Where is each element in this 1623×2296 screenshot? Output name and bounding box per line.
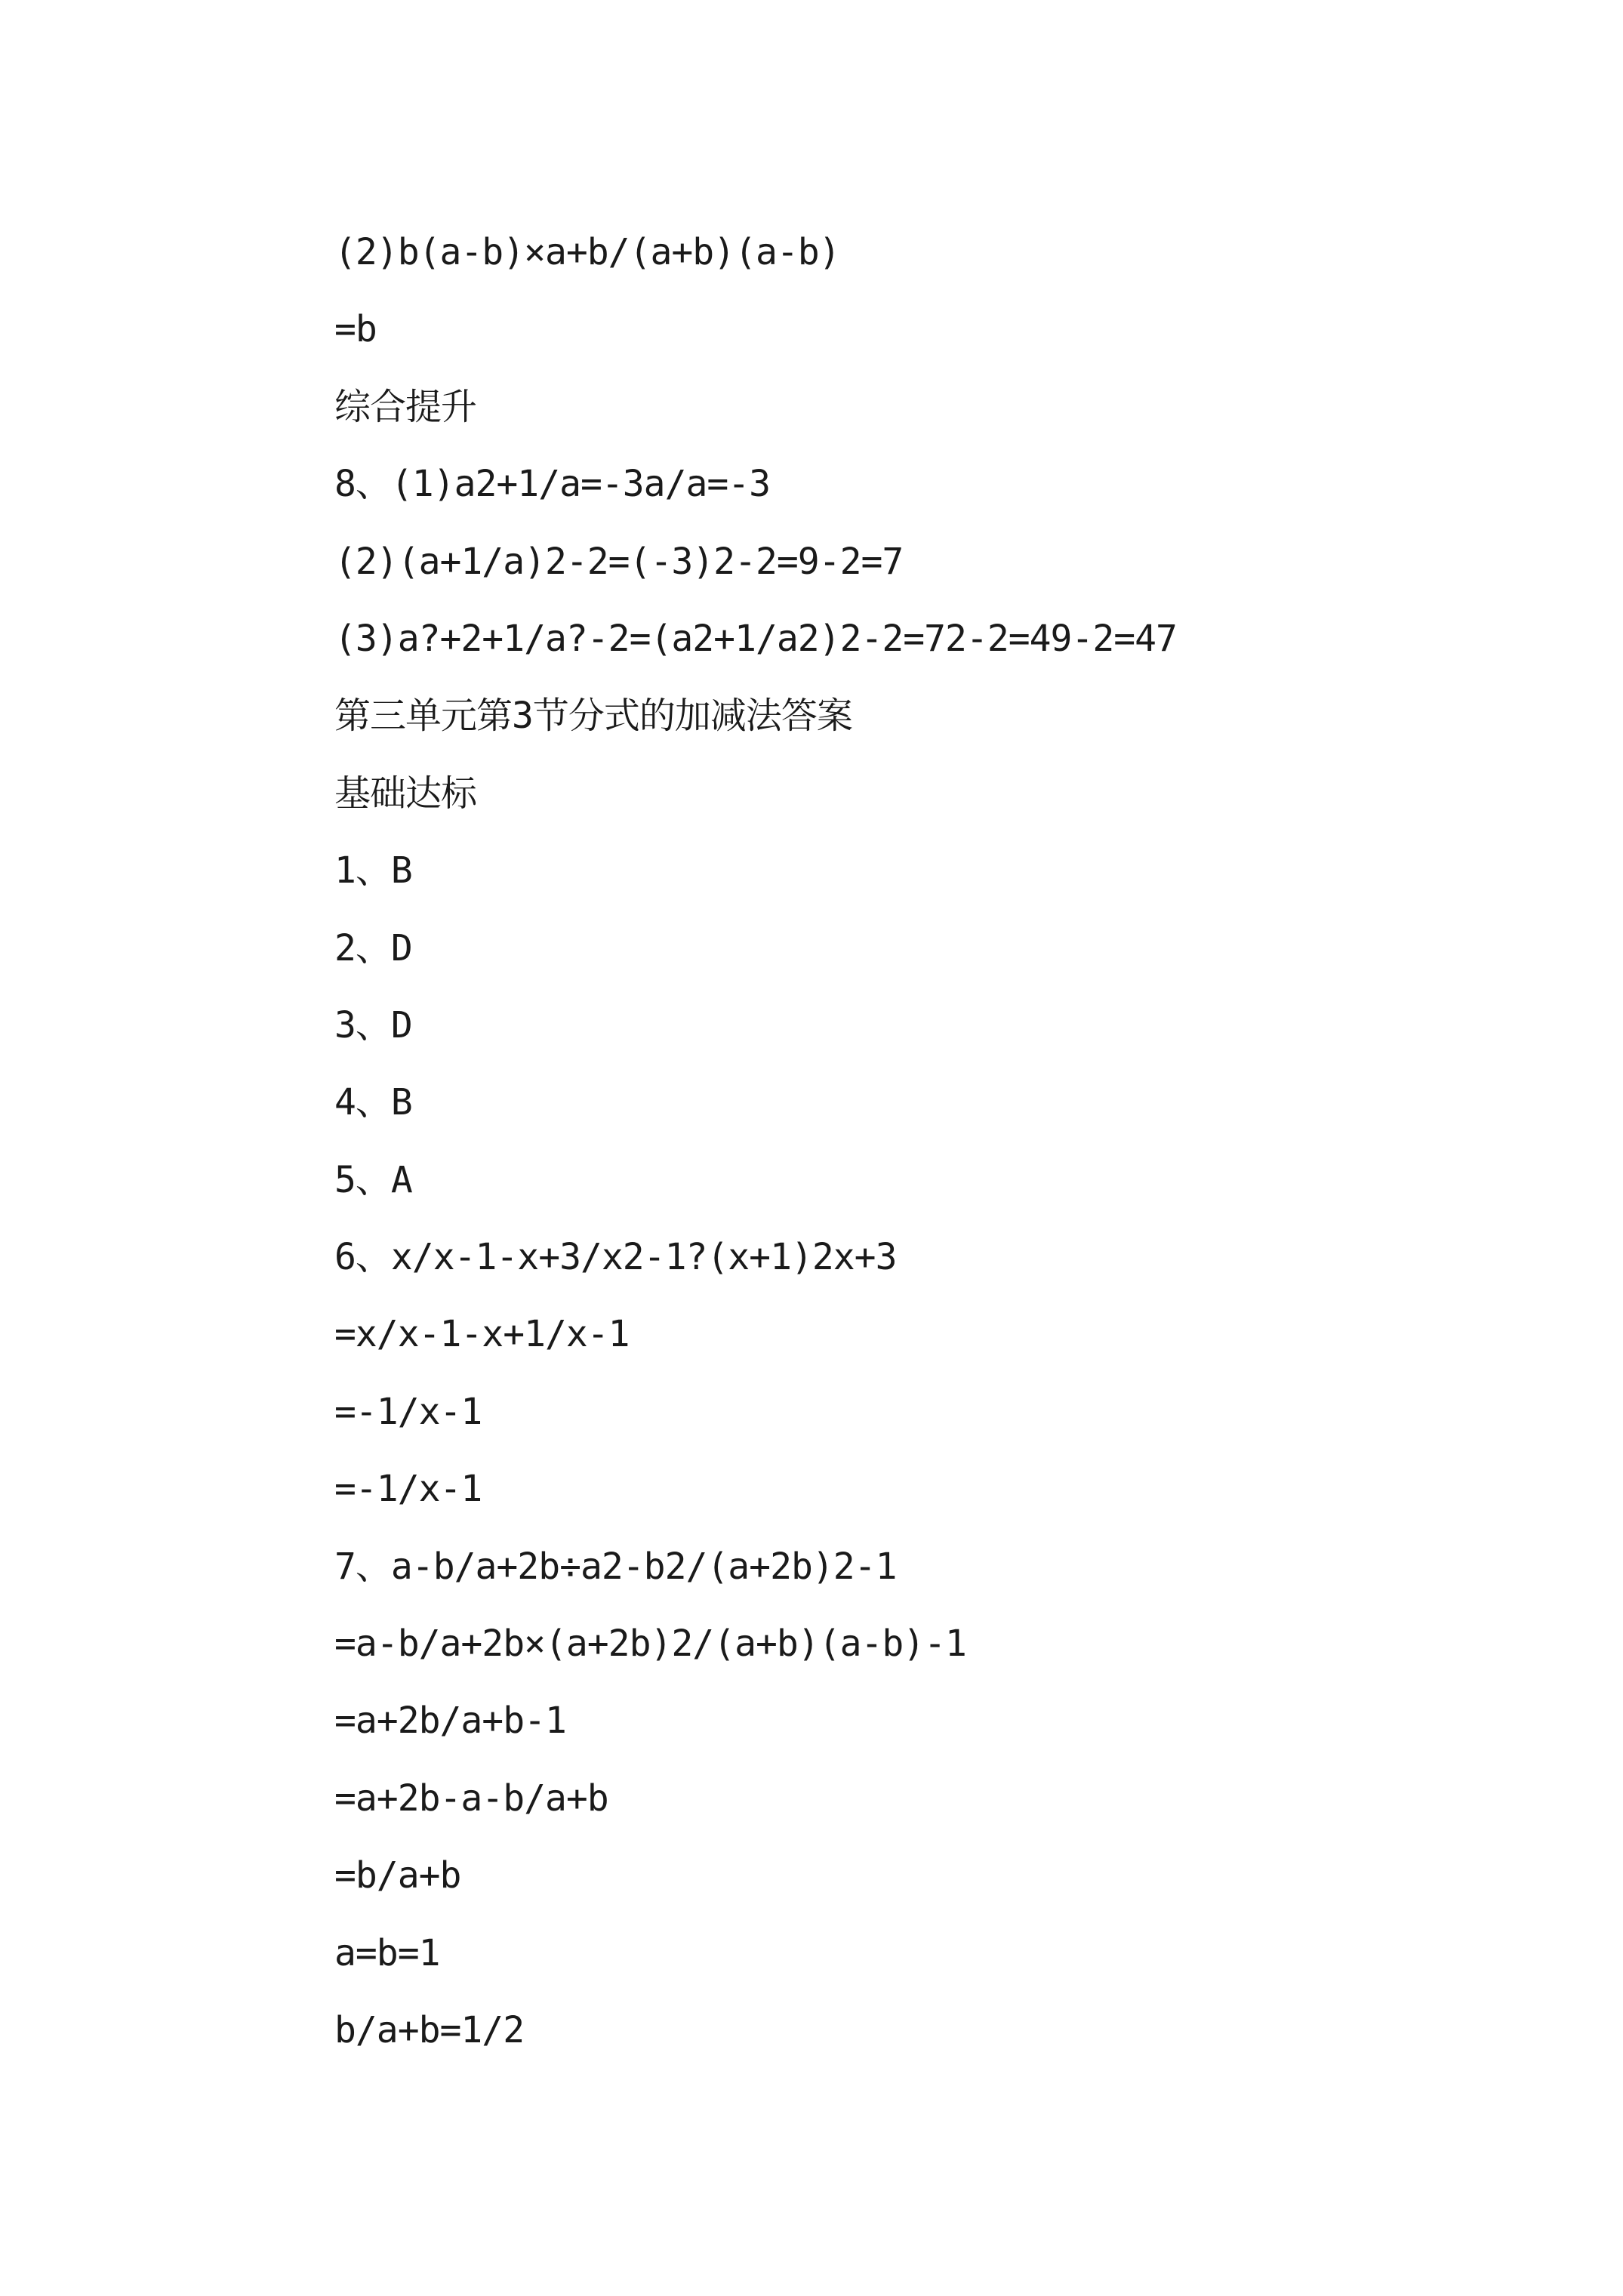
answer-item: 5、A [334,1158,412,1201]
answer-item: 2、D [334,926,412,969]
text-line: (2)(a+1/a)2-2=(-3)2-2=9-2=7 [334,540,904,583]
text-line: =a-b/a+2b×(a+2b)2/(a+b)(a-b)-1 [334,1623,966,1666]
section-heading: 基础达标 [334,772,477,815]
answer-item: 1、B [334,849,412,892]
text-line: a=b=1 [334,1931,440,1974]
chapter-heading: 第三单元第3节分式的加减法答案 [334,695,852,738]
text-line: =x/x-1-x+1/x-1 [334,1313,630,1356]
text-line: =a+2b/a+b-1 [334,1700,566,1743]
text-line: =b/a+b [334,1854,461,1897]
text-line: =-1/x-1 [334,1390,482,1433]
answer-text-block [334,214,1512,2069]
answer-item: 4、B [334,1081,412,1124]
text-line: 8、(1)a2+1/a=-3a/a=-3 [334,463,771,506]
text-line: 6、x/x-1-x+3/x2-1?(x+1)2x+3 [334,1236,897,1279]
text-line: =b [334,308,377,351]
text-line: (2)b(a-b)×a+b/(a+b)(a-b) [334,231,840,273]
text-line: b/a+b=1/2 [334,2008,525,2051]
text-line: (3)a?+2+1/a?-2=(a2+1/a2)2-2=72-2=49-2=47 [334,617,1177,660]
text-line: =-1/x-1 [334,1468,482,1511]
answer-item: 3、D [334,1003,412,1046]
text-line: 7、a-b/a+2b÷a2-b2/(a+2b)2-1 [334,1545,897,1588]
text-line: =a+2b-a-b/a+b [334,1777,608,1820]
section-heading: 综合提升 [334,385,477,428]
